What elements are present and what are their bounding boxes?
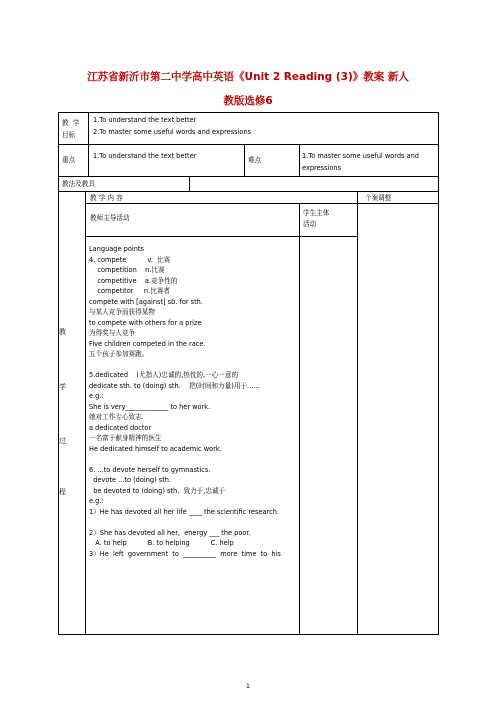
col-divider — [299, 203, 300, 635]
col-divider — [189, 176, 190, 191]
text-line: competitive a.竞争性的 — [89, 276, 178, 285]
language-points-body — [89, 244, 299, 559]
text-line: 一名富于献身精神的医生 — [89, 434, 162, 442]
text-line — [89, 454, 299, 465]
doc-title-line-2: 教版选修6 — [223, 95, 273, 107]
text-line: 为得奖与人竞争 — [89, 329, 136, 337]
process-char-4: 程 — [59, 488, 66, 496]
text-line: Language points — [89, 245, 144, 253]
text-line: 1）He has devoted all her life ____ the scientific research. — [89, 507, 279, 516]
page-number: 1 — [245, 682, 251, 690]
text-line: be devoted to (doing) sth. 致力于,忠诚于 — [89, 486, 226, 495]
text-line: She is very_____________ to her work. — [89, 402, 211, 411]
key-value: 1.To understand the text better — [93, 152, 197, 160]
col-divider — [299, 144, 300, 176]
text-line: 3）He left government to __________ more time to his — [89, 549, 281, 558]
text-line: competitor n.比赛者 — [89, 287, 170, 295]
goal-item-1: 1.To understand the text better — [93, 116, 197, 124]
col-divider — [85, 191, 86, 635]
difficult-value-1: 1.To master some useful words and — [302, 152, 419, 160]
text-line: to compete with others for a prize — [89, 318, 202, 327]
teacher-activity-header: 教师主导活动 — [90, 214, 130, 222]
text-line: 与某人竞争而获得某物 — [89, 308, 155, 316]
text-line: dedicate sth. to (doing) sth. 把(时间和力量)用于...... — [89, 381, 260, 390]
student-activity-header-1: 学生主体 — [303, 209, 330, 217]
row-divider — [58, 144, 439, 145]
text-line — [89, 360, 299, 371]
text-line: 2）She has devoted all her, energy ___ the poor. — [89, 528, 251, 537]
text-line: e.g.: — [89, 497, 104, 505]
adjust-header: 个案调整 — [365, 194, 392, 202]
process-char-2: 学 — [59, 383, 66, 391]
process-char-3: 过 — [59, 437, 66, 445]
text-line: a dedicated doctor — [89, 423, 152, 432]
col-divider — [244, 144, 245, 176]
text-line: devote ...to (doing) sth. — [89, 476, 172, 484]
goal-item-2: 2.To master some useful words and expressions — [93, 128, 252, 136]
goal-label: 教 学 目标 — [62, 119, 80, 139]
col-divider — [88, 112, 89, 176]
text-line — [89, 517, 299, 528]
text-line: 五个孩子参加赛跑。 — [89, 350, 149, 358]
text-line: 4. compete v. 比赛 — [89, 255, 171, 264]
text-line: He dedicated himself to academic work. — [89, 444, 222, 453]
text-line: 6. ...to devote herself to gymnastics. — [89, 465, 211, 474]
row-divider — [58, 191, 439, 192]
doc-title-line-1: 江苏省新沂市第二中学高中英语《Unit 2 Reading (3)》教案 新人 — [87, 71, 409, 83]
text-line: compete with [against] sb. for sth. — [89, 297, 203, 306]
text-line: 她对工作专心致志. — [89, 413, 144, 421]
difficult-label: 难点 — [248, 156, 262, 164]
difficult-value-2: expressions — [302, 164, 342, 172]
text-line: competition n.比赛 — [89, 266, 165, 274]
text-line: 5.dedicated (尤指人)忠诚的,热忱的,一心一意的 — [89, 371, 239, 379]
text-line: e.g.: — [89, 392, 104, 400]
text-line: A. to help B. to helping C. help — [89, 539, 234, 547]
process-char-1: 教 — [59, 328, 66, 336]
row-divider — [85, 203, 439, 204]
row-divider — [58, 176, 439, 177]
student-activity-header-2: 活动 — [303, 220, 317, 228]
content-header: 教 学 内 容 — [90, 194, 123, 202]
key-label: 重点 — [62, 156, 76, 164]
method-label: 教法及教具 — [62, 180, 95, 188]
row-divider — [85, 236, 357, 237]
text-line: Five children competed in the race. — [89, 339, 206, 348]
col-divider — [357, 191, 358, 635]
